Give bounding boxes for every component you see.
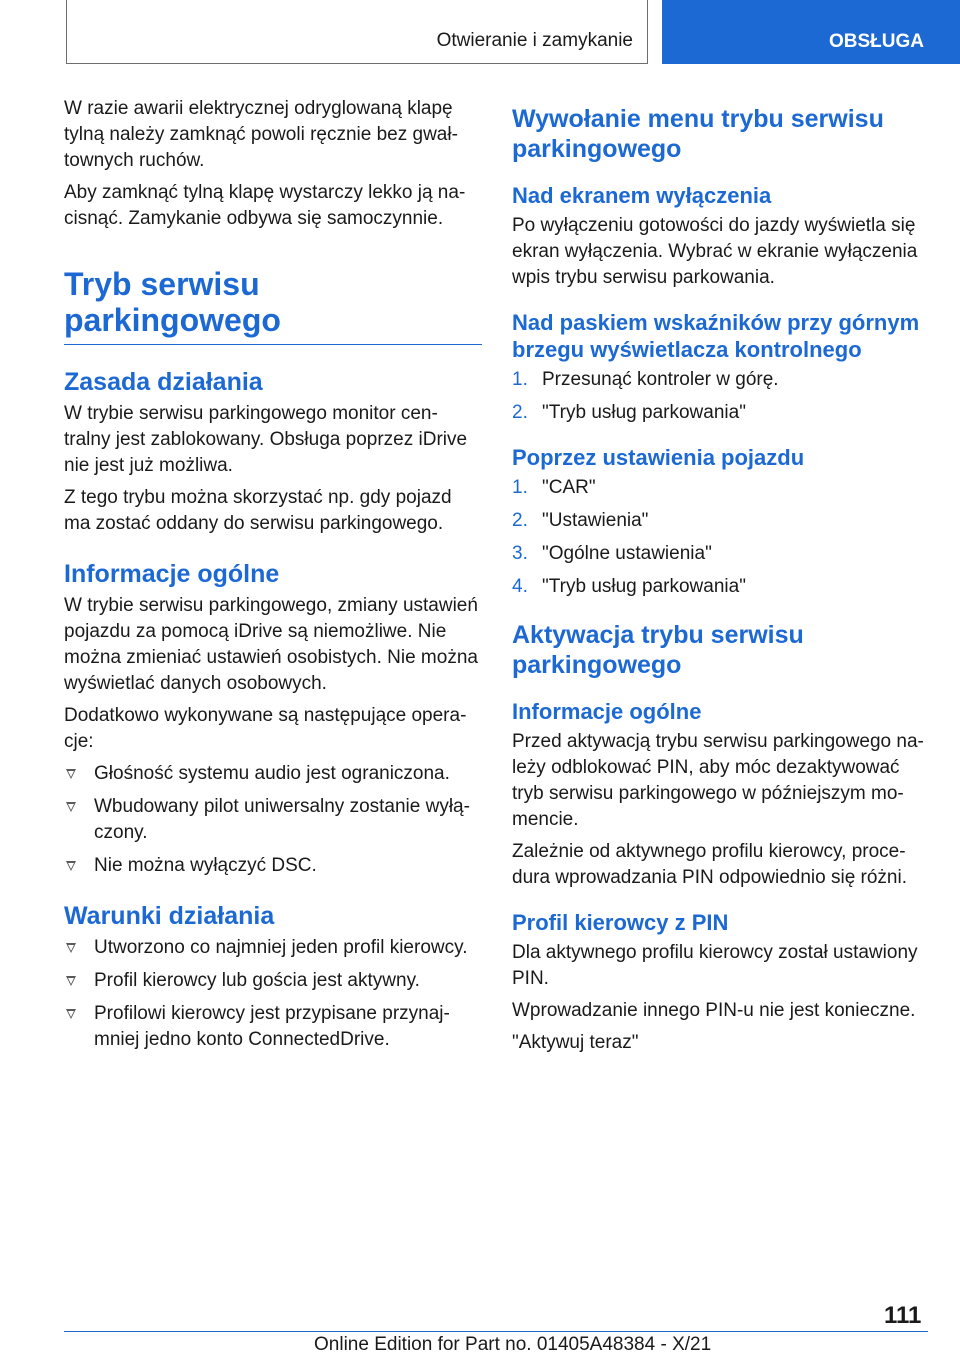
section-heading: Zasada działania	[64, 368, 263, 396]
list-item: 4. "Tryb usług parkowania"	[512, 576, 746, 597]
triangle-bullet-icon	[66, 1009, 76, 1019]
list-item: Profilowi kierowcy jest przypisane przynaj-mniej jedno konto ConnectedDrive.	[64, 1001, 482, 1053]
body-paragraph: Wprowadzanie innego PIN-u nie jest konieczne.	[512, 1000, 916, 1021]
body-paragraph: Dodatkowo wykonywane są następujące opera-cje:	[64, 705, 467, 752]
subsection-heading: Nad ekranem wyłączenia	[512, 183, 772, 208]
body-paragraph: Z tego trybu można skorzystać np. gdy pojazd ma zostać oddany do serwisu parkingowego.	[64, 487, 452, 534]
intro-paragraph: W razie awarii elektrycznej odryglowaną klapę tylną należy zamknąć powoli ręcznie bez gwał-townych ruchów.	[64, 98, 458, 171]
body-paragraph: Przed aktywacją trybu serwisu parkingowego na-leży odblokować PIN, aby móc dezaktywować tryb serwisu parkingowego w późniejszym mo-mencie.	[512, 731, 924, 830]
body-paragraph: Zależnie od aktywnego profilu kierowcy, proce-dura wprowadzania PIN odpowiednio się różni.	[512, 841, 908, 888]
section-heading: Wywołanie menu trybu serwisu parkingowego	[512, 105, 884, 163]
section-tab: OBSŁUGA	[662, 0, 960, 64]
edition-footer: Online Edition for Part no. 01405A48384 - X/21	[314, 1334, 712, 1355]
list-item: Profil kierowcy lub gościa jest aktywny.	[64, 968, 482, 994]
intro-paragraph: Aby zamknąć tylną klapę wystarczy lekko ją na-cisnąć. Zamykanie odbywa się samoczynnie.	[64, 182, 466, 229]
bullet-list	[64, 935, 482, 1053]
header-frame	[66, 0, 648, 64]
section-heading: Informacje ogólne	[64, 560, 280, 588]
list-item: 1. Przesunąć kontroler w górę.	[512, 369, 779, 390]
list-item: 2. "Tryb usług parkowania"	[512, 402, 746, 423]
subsection-heading: Poprzez ustawienia pojazdu	[512, 445, 805, 470]
triangle-bullet-icon	[66, 861, 76, 871]
section-heading: Aktywacja trybu serwisu parkingowego	[512, 621, 804, 679]
body-paragraph: W trybie serwisu parkingowego, zmiany ustawień pojazdu za pomocą iDrive są niemożliwe. Nie można zmieniać ustawień osobistych. Nie można wyświetlać danych osobowych.	[64, 595, 478, 694]
list-item: Wbudowany pilot uniwersalny zostanie wyłą-czony.	[64, 794, 482, 846]
triangle-bullet-icon	[66, 943, 76, 953]
section-heading: Warunki działania	[64, 902, 275, 930]
list-item: 1. "CAR"	[512, 477, 596, 498]
body-paragraph: "Aktywuj teraz"	[512, 1032, 639, 1053]
body-paragraph: W trybie serwisu parkingowego monitor cen-tralny jest zablokowany. Obsługa poprzez iDrive nie jest już możliwa.	[64, 403, 468, 476]
list-item: Utworzono co najmniej jeden profil kierowcy.	[64, 935, 482, 961]
chapter-title: Otwieranie i zamykanie	[436, 30, 633, 51]
bullet-list	[64, 761, 482, 879]
right-column	[512, 96, 932, 1062]
list-item: Głośność systemu audio jest ograniczona.	[64, 761, 482, 787]
left-column	[64, 96, 482, 1060]
main-title: Tryb serwisu parkingowego	[64, 266, 482, 345]
page-number: 111	[884, 1302, 922, 1329]
numbered-list	[512, 367, 932, 426]
numbered-list	[512, 475, 932, 600]
list-item: 3. "Ogólne ustawienia"	[512, 543, 712, 564]
subsection-heading: Informacje ogólne	[512, 699, 702, 724]
body-paragraph: Dla aktywnego profilu kierowcy został ustawiony PIN.	[512, 942, 918, 989]
footer-divider	[64, 1331, 928, 1332]
triangle-bullet-icon	[66, 802, 76, 812]
list-item: 2. "Ustawienia"	[512, 510, 649, 531]
list-item: Nie można wyłączyć DSC.	[64, 853, 482, 879]
triangle-bullet-icon	[66, 769, 76, 779]
subsection-heading: Nad paskiem wskaźników przy górnym brzegu wyświetlacza kontrolnego	[512, 310, 920, 362]
triangle-bullet-icon	[66, 976, 76, 986]
body-paragraph: Po wyłączeniu gotowości do jazdy wyświetla się ekran wyłączenia. Wybrać w ekranie wyłączenia wpis trybu serwisu parkowania.	[512, 215, 918, 288]
subsection-heading: Profil kierowcy z PIN	[512, 910, 729, 935]
